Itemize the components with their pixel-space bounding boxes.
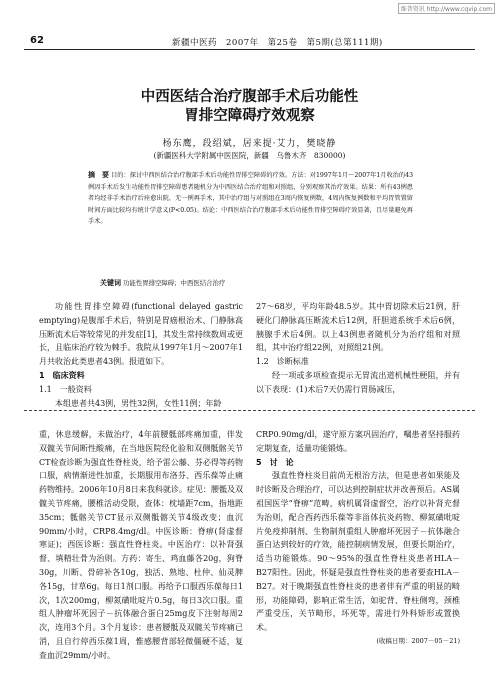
top-right-column — [256, 300, 460, 397]
intro-paragraph: 功能性胃排空障碍(functional delayed gastric emptying)是腹部手术后，特别是胃癌根治术、门静脉高压断流术后等较常见的并发症[1]，其发生常持续数周或更长，且临床治疗较为棘手。我院从1997年1月～2007年1月共收治此类患者43例。报道如下。 — [39, 302, 243, 367]
case-continuation: CRP0.90mg/dl，遂守原方案巩固治疗，嘱患者坚持服药定期复查，适量功能锻炼。 — [256, 430, 460, 453]
case-paragraph: 重，休息缓解，未做治疗，4年前腰骶部疼痛加重，伴发双髋关节间断性酸痛，在当地医院经化验和双侧骶髂关节CT检查诊断为强直性脊柱炎，给予雷公藤、芬必得等药物口服，病情渐进性加重，长期服用布洛芬、西乐葆等止痛药物维持。2006年10月8日来我科就诊。症见：腰骶及双髋关节疼痛，腰椎活动受限，查体：枕墙距7cm，指地距35cm；骶髂关节CT显示双侧骶髂关节4级改变；血沉90mm/小时，CRP8.4mg/dl。中医诊断：脊痹(肾虚督寒证)；西医诊断：强直性脊柱炎。中医治疗：以补肾强督、填精壮骨为治则。方药：寄生、鸡血藤各20g，狗脊30g，川断、骨碎补各10g，独活、熟地、杜仲、仙灵脾各15g，甘草6g。每日1剂口服。再给予口服西乐葆每日1次，1次200mg，柳氮磺吡啶片0.5g，每日3次口服。重组人肿瘤坏死因子－抗体融合蛋白25mg皮下注射每周2次，连用3个月。3个月复诊：患者腰骶及双髋关节疼痛已消，且自行停西乐葆1周，惟感腰背部轻微僵硬不适，复查血沉29mm/小时。 — [39, 430, 243, 660]
running-header — [24, 33, 475, 50]
authors: 杨东鹰，段绍斌，居来提·艾力，樊晓静 — [162, 139, 337, 149]
bottom-right-column — [256, 428, 460, 649]
watermark: 维普资讯 http://www.cqvip.com — [398, 3, 495, 14]
section-heading-1: 1 临床资料 — [39, 370, 85, 380]
title-line-2: 胃排空障碍疗效观察 — [184, 108, 315, 124]
diagnosis-paragraph: 经一项或多项检查提示无胃流出道机械性梗阻，并有以下表现：(1)术后7天仍需行胃肠减压， — [256, 370, 460, 394]
keywords — [100, 278, 413, 288]
article-title — [0, 88, 499, 126]
abstract-label: 摘 要 — [88, 171, 110, 179]
subsection-heading-1-2: 1.2 诊断标准 — [256, 357, 309, 367]
page-number: 62 — [30, 35, 44, 46]
affiliation: (新疆医科大学附属中医医院，新疆 乌鲁木齐 830000) — [153, 151, 346, 160]
abstract — [88, 170, 413, 228]
discussion-heading: 5 讨 论 — [256, 457, 294, 467]
keywords-text: 功能性胃排空障碍；中西医结合治疗 — [123, 279, 226, 287]
title-line-1: 中西医结合治疗腹部手术后功能性 — [140, 89, 359, 105]
top-left-column — [39, 300, 243, 410]
discussion-paragraph: 强直性脊柱炎目前尚无根治方法，但是患者如果能及时诊断及合理治疗，可以达到控制症状并改善预后。AS属祖国医学“脊痹”范畴，病机属肾虚督空，治疗以补肾充督为治则，配合西药西乐葆等非甾体抗炎药物、柳氮磺吡啶片免疫抑制剂、生物制剂重组人肿瘤坏死因子－抗体融合蛋白达到较好的疗效，能控制病情发展，但要长期治疗，适当功能锻炼。90～95%的强直性脊柱炎患者HLA－B27阳性。因此，怀疑是强直性脊柱炎的患者要查HLA－B27。对于晚期强直性脊柱炎的患者伴有严重的明显的畸形，功能障碍，影响正常生活，如驼背、脊柱侧弯，颈椎严重受压，关节畸形，坏死等，需进行外科矫形或置换术。 — [256, 471, 460, 633]
section-divider — [24, 410, 475, 411]
abstract-text: 目的：探讨中西医结合治疗腹部手术后功能性胃排空障碍的疗效。方法：对1997年1月～2007年1月收治的43例因手术后发生功能性胃排空障碍患者随机分为中西医结合治疗组和对照组，分别观察其治疗效果。结果：所有43例患者均经非手术治疗后痊愈出院，无一例再手术，其中治疗组与对照组在3周内恢复例数，4周内恢复例数和平均胃管置留时间方面比较均有统计学意义(P<0.05)。结论：中西医结合治疗腹部手术后功能性胃排空障碍疗效显著，且尽量避免再手术。 — [88, 172, 414, 225]
patients-paragraph: 27～68岁，平均年龄48.5岁。其中胃切除术后21例，肝硬化门静脉高压断流术后12例，肝胆道系统手术后6例，胰腺手术后4例。以上43例患者随机分为治疗组和对照组，其中治疗组22例，对照组21例。 — [256, 302, 460, 353]
general-data-paragraph: 本组患者共43例，男性32例，女性11例；年龄 — [55, 398, 222, 408]
received-date: (收稿日期：2007－05－21) — [376, 636, 460, 645]
journal-info: 新疆中医药 2007年 第25卷 第5期(总第111期) — [172, 38, 383, 48]
subsection-heading-1-1: 1.1 一般资料 — [39, 384, 92, 394]
keywords-label: 关键词 — [100, 279, 121, 287]
bottom-left-column — [39, 428, 243, 663]
